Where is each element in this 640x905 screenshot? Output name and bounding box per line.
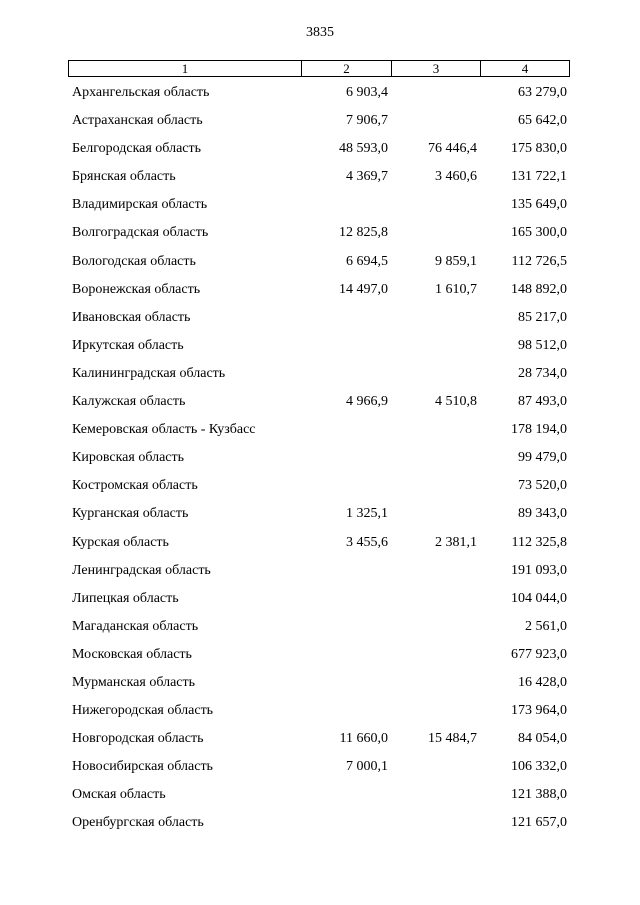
column-4-value: 63 279,0	[518, 85, 567, 100]
column-3-value: 76 446,4	[428, 141, 477, 157]
column-header-3: 3	[392, 61, 481, 76]
table-row	[68, 163, 570, 191]
column-header-4: 4	[521, 61, 529, 76]
column-4-value: 99 479,0	[518, 450, 567, 466]
column-3-value: 3 460,6	[435, 169, 477, 185]
column-4-value: 178 194,0	[511, 422, 567, 438]
table-row	[68, 444, 570, 472]
table-row	[68, 641, 570, 669]
table-row	[68, 276, 570, 304]
region-name-cell: Калининградская область	[72, 365, 226, 381]
table-header	[68, 60, 570, 77]
table-row	[68, 500, 570, 528]
column-2-value: 1 325,1	[346, 506, 388, 522]
region-name-cell: Архангельская область	[72, 85, 210, 100]
column-2-value: 4 369,7	[346, 169, 388, 185]
column-4-value: 98 512,0	[518, 337, 567, 353]
column-3-value: 9 859,1	[435, 253, 477, 269]
table-row	[68, 529, 570, 557]
region-name-cell: Воронежская область	[72, 281, 201, 297]
table-row	[68, 613, 570, 641]
column-4-value: 191 093,0	[511, 562, 567, 578]
column-4-value: 87 493,0	[518, 394, 567, 410]
column-2-value: 11 660,0	[339, 731, 388, 747]
region-name-cell: Ивановская область	[72, 309, 191, 325]
table-row	[68, 472, 570, 500]
column-4-value: 65 642,0	[518, 113, 567, 129]
column-4-value: 175 830,0	[511, 141, 567, 157]
region-name-cell: Омская область	[72, 787, 166, 803]
column-2-value: 4 966,9	[346, 394, 388, 410]
region-name-cell: Курская область	[72, 534, 169, 550]
region-name-cell: Оренбургская область	[72, 815, 204, 831]
column-4-value: 2 561,0	[525, 618, 567, 634]
column-4-value: 104 044,0	[511, 590, 567, 606]
region-name-cell: Нижегородская область	[72, 703, 214, 719]
table-row	[68, 781, 570, 809]
region-name-cell: Магаданская область	[72, 618, 199, 634]
column-4-value: 148 892,0	[511, 281, 567, 297]
region-name-cell: Иркутская область	[72, 337, 184, 353]
region-name-cell: Московская область	[72, 646, 192, 662]
column-3-value: 15 484,7	[428, 731, 477, 747]
region-name-cell: Белгородская область	[72, 141, 202, 157]
table-row	[68, 135, 570, 163]
column-2-value: 48 593,0	[339, 141, 388, 157]
table-row	[68, 416, 570, 444]
region-name-cell: Кемеровская область - Кузбасс	[72, 422, 256, 438]
region-name-cell: Костромская область	[72, 478, 198, 494]
region-name-cell: Брянская область	[72, 169, 176, 185]
region-name-cell: Вологодская область	[72, 253, 196, 269]
table-row	[68, 304, 570, 332]
region-name-cell: Калужская область	[72, 394, 186, 410]
column-4-value: 677 923,0	[511, 646, 567, 662]
region-name-cell: Липецкая область	[72, 590, 179, 606]
table-row	[68, 557, 570, 585]
table-row	[68, 697, 570, 725]
column-2-value: 12 825,8	[339, 225, 388, 241]
table-body	[68, 79, 570, 838]
table-row	[68, 248, 570, 276]
column-4-value: 16 428,0	[518, 674, 567, 690]
table-row	[68, 388, 570, 416]
region-name-cell: Курганская область	[72, 506, 189, 522]
region-name-cell: Кировская область	[72, 450, 185, 466]
column-3-value: 2 381,1	[435, 534, 477, 550]
table-row	[68, 79, 570, 107]
column-3-value: 4 510,8	[435, 394, 477, 410]
table-row	[68, 585, 570, 613]
column-4-value: 121 388,0	[511, 787, 567, 803]
table-row	[68, 753, 570, 781]
column-2-value: 14 497,0	[339, 281, 388, 297]
column-4-value: 85 217,0	[518, 309, 567, 325]
table-row	[68, 191, 570, 219]
column-2-value: 6 694,5	[346, 253, 388, 269]
column-4-value: 73 520,0	[518, 478, 567, 494]
table-row	[68, 809, 570, 837]
region-name-cell: Астраханская область	[72, 113, 203, 129]
column-2-value: 7 000,1	[346, 759, 388, 775]
region-name-cell: Мурманская область	[72, 674, 196, 690]
page-number: 3835	[306, 25, 334, 40]
region-name-cell: Новгородская область	[72, 731, 204, 747]
column-4-value: 89 343,0	[518, 506, 567, 522]
table-row	[68, 360, 570, 388]
column-4-value: 106 332,0	[511, 759, 567, 775]
column-2-value: 7 906,7	[346, 113, 388, 129]
column-4-value: 112 325,8	[511, 534, 567, 550]
table-row	[68, 725, 570, 753]
column-4-value: 165 300,0	[511, 225, 567, 241]
column-3-value: 1 610,7	[435, 281, 477, 297]
column-header-2: 2	[302, 61, 392, 76]
column-2-value: 3 455,6	[346, 534, 388, 550]
column-4-value: 131 722,1	[511, 169, 567, 185]
column-2-value: 6 903,4	[346, 85, 388, 100]
column-4-value: 135 649,0	[511, 197, 567, 213]
column-4-value: 173 964,0	[511, 703, 567, 719]
table-row	[68, 669, 570, 697]
region-name-cell: Волгоградская область	[72, 225, 209, 241]
table-row	[68, 107, 570, 135]
region-name-cell: Новосибирская область	[72, 759, 213, 775]
column-4-value: 84 054,0	[518, 731, 567, 747]
table-row	[68, 332, 570, 360]
column-4-value: 112 726,5	[511, 253, 567, 269]
column-header-1: 1	[69, 61, 302, 76]
column-4-value: 121 657,0	[511, 815, 567, 831]
region-name-cell: Владимирская область	[72, 197, 208, 213]
table-row	[68, 219, 570, 247]
region-name-cell: Ленинградская область	[72, 562, 211, 578]
column-4-value: 28 734,0	[518, 365, 567, 381]
